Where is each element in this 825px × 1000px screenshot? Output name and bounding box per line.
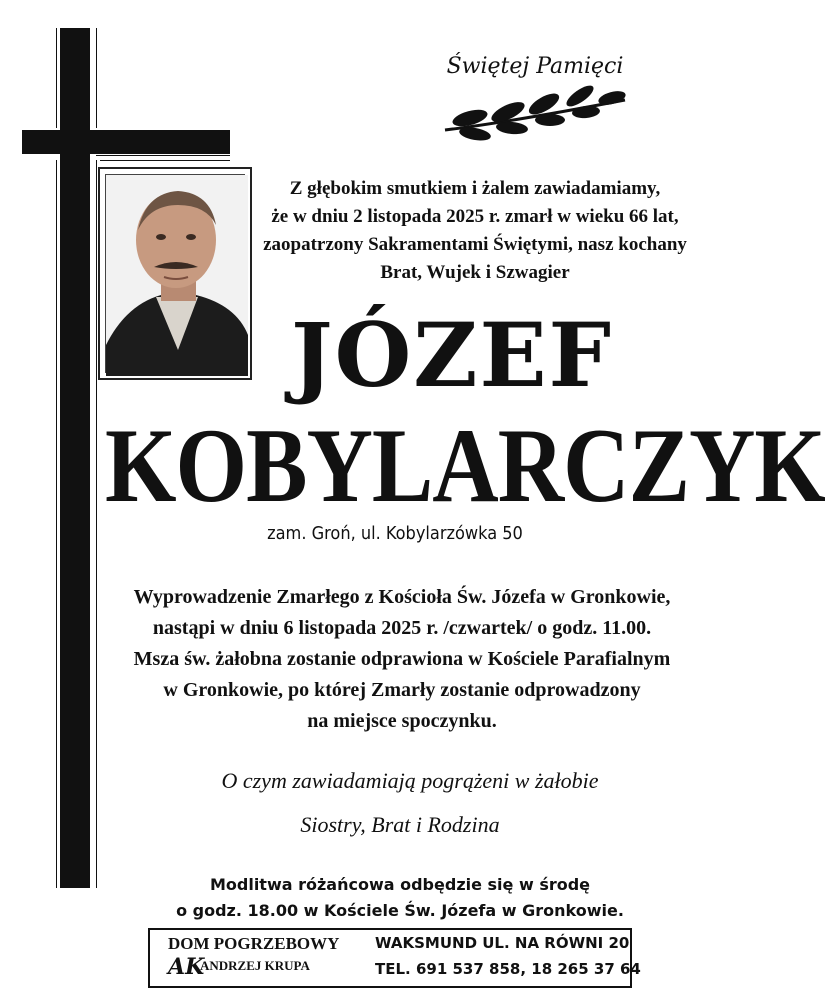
mourners-names: Siostry, Brat i Rodzina — [300, 812, 500, 837]
deceased-first-name: JÓZEF — [290, 303, 614, 407]
deceased-address: zam. Groń, ul. Kobylarzówka 50 — [267, 523, 523, 544]
laurel-branch-icon — [440, 82, 630, 140]
rosary-line: o godz. 18.00 w Kościele Św. Józefa w Gronkowie. — [176, 901, 624, 920]
intro-line: Z głębokim smutkiem i żalem zawiadamiamy, — [289, 178, 661, 199]
ceremony-line: w Gronkowie, po której Zmarły zostanie odprowadzony — [163, 679, 641, 701]
ceremony-text — [102, 582, 702, 737]
intro-line: zaopatrzony Sakramentami Świętymi, nasz kochany — [263, 234, 687, 255]
ceremony-line: na miejsce spoczynku. — [307, 710, 497, 732]
cross-outline-line — [56, 28, 57, 128]
portrait-icon — [106, 175, 248, 376]
cross-outline-line — [96, 28, 97, 128]
cross-outline-line — [96, 160, 97, 888]
ceremony-line: Msza św. żałobna zostanie odprawiona w Kościele Parafialnym — [133, 648, 671, 670]
rosary-line: Modlitwa różańcowa odbędzie się w środę — [209, 875, 591, 894]
portrait-photo — [105, 174, 245, 373]
mourners-intro: O czym zawiadamiają pogrążeni w żałobie — [221, 768, 599, 793]
rosary-text — [110, 872, 690, 924]
funeral-home-phone: TEL. 691 537 858, 18 265 37 64 — [375, 960, 641, 978]
intro-text — [255, 175, 695, 287]
ceremony-line: Wyprowadzenie Zmarłego z Kościoła Św. Józefa w Gronkowie, — [133, 586, 671, 608]
ceremony-line: nastąpi w dniu 6 listopada 2025 r. /czwartek/ o godz. 11.00. — [152, 617, 652, 639]
funeral-home-name: DOM POGRZEBOWY — [168, 934, 340, 953]
cross-outline-line — [100, 160, 230, 161]
deceased-last-name: KOBYLARCZYK — [105, 406, 825, 524]
portrait-frame — [98, 167, 252, 380]
cross-vertical-beam — [60, 28, 90, 888]
cross-horizontal-beam — [22, 130, 230, 154]
funeral-home-address: WAKSMUND UL. NA RÓWNI 20 — [375, 934, 630, 952]
funeral-home-logo: AK — [168, 954, 205, 980]
header-title: Świętej Pamięci — [446, 54, 624, 79]
funeral-home-owner: ANDRZEJ KRUPA — [200, 958, 310, 973]
intro-line: że w dniu 2 listopada 2025 r. zmarł w wieku 66 lat, — [271, 206, 679, 227]
intro-line: Brat, Wujek i Szwagier — [380, 262, 570, 283]
cross-outline-line — [96, 155, 230, 156]
cross-outline-line — [56, 160, 57, 888]
